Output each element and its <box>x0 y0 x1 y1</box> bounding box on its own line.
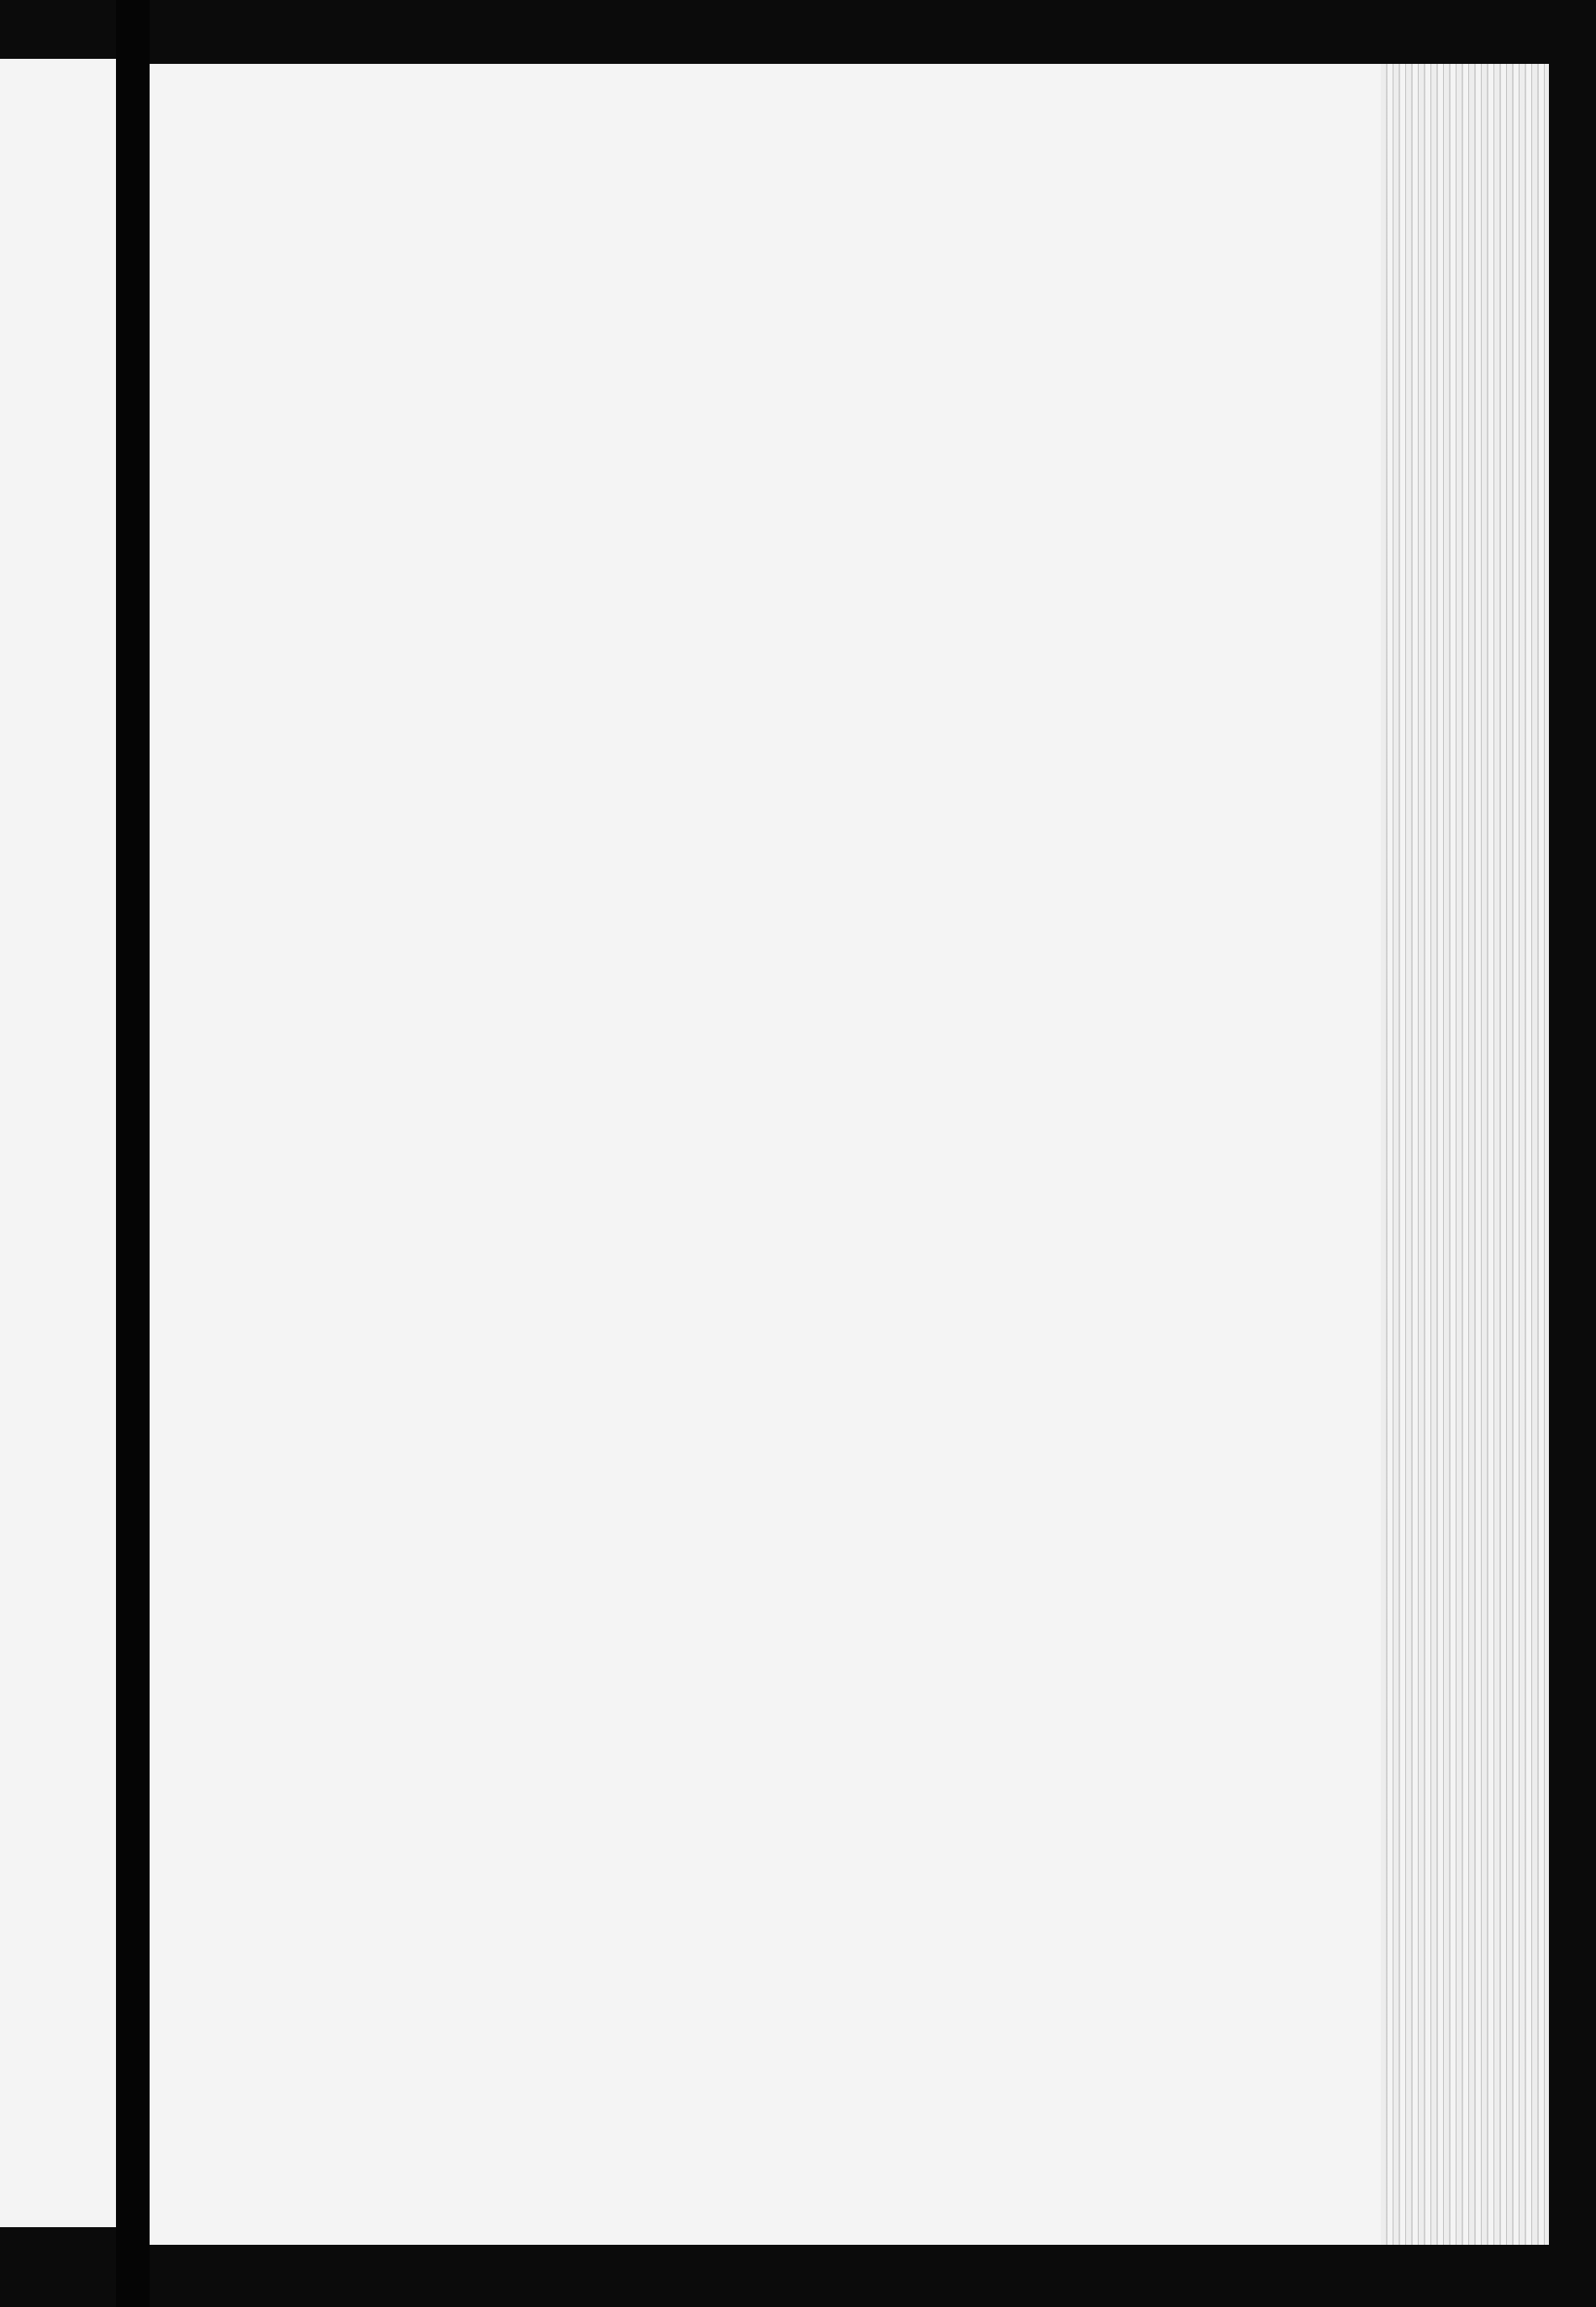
page-edge-stack <box>1381 64 1549 2245</box>
book-gutter <box>116 0 150 2307</box>
book-page <box>150 64 1549 2245</box>
left-page-edge <box>0 59 116 2227</box>
